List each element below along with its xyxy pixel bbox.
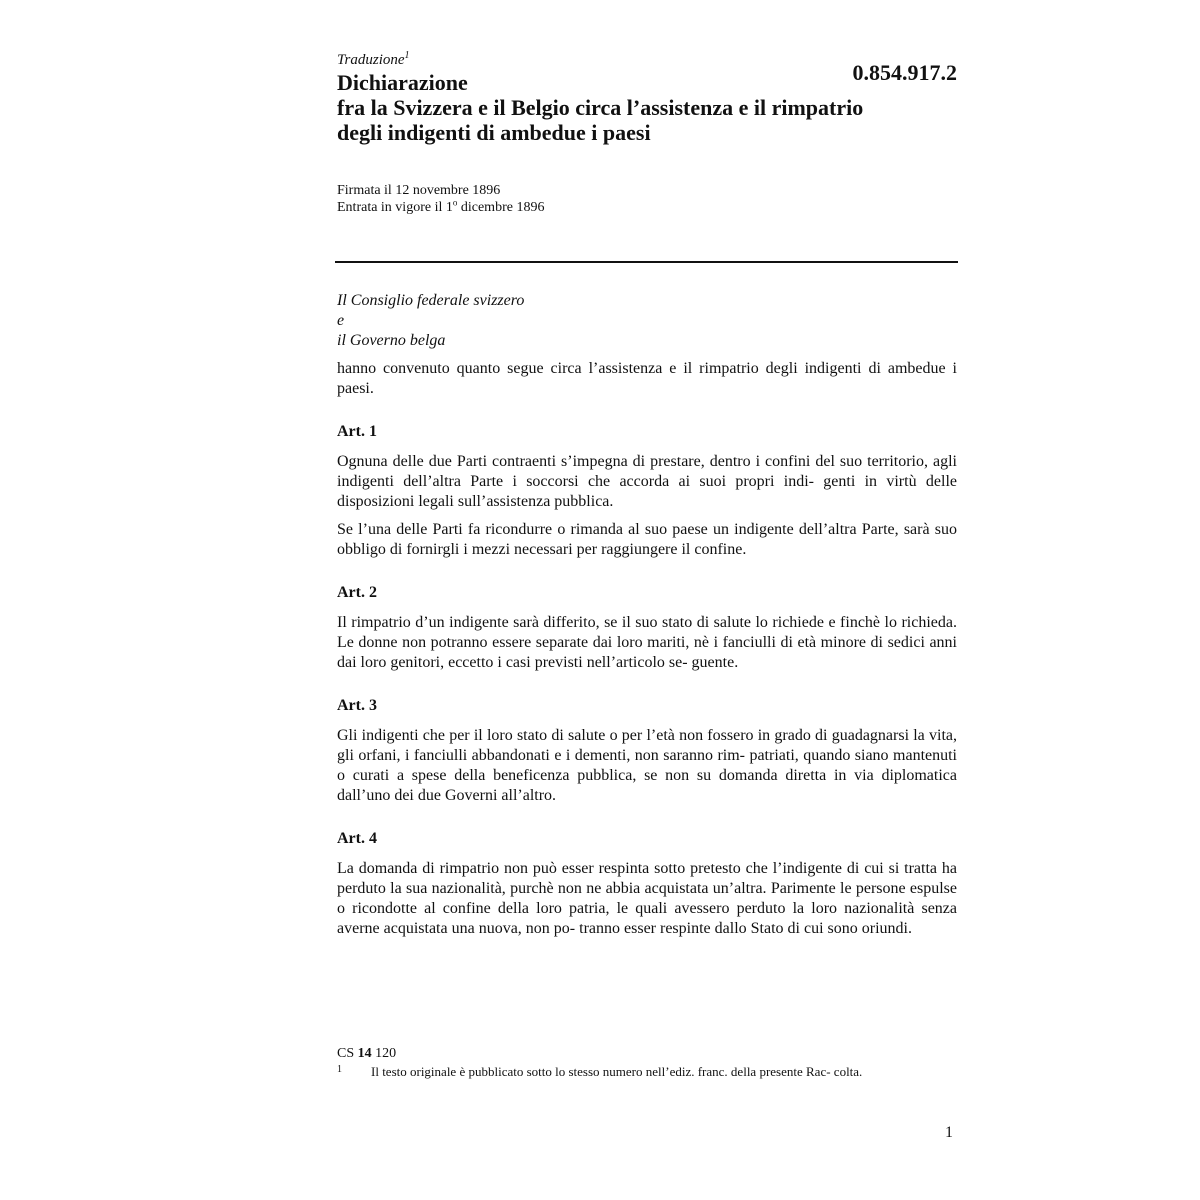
translation-label: Traduzione$^1$ bbox=[337, 50, 410, 68]
footnote-mark: 1 bbox=[337, 1064, 342, 1075]
in-force-date: Entrata in vigore il 1$^o$ dicembre 1896 bbox=[337, 197, 545, 215]
document-subtitle-line-1: fra la Svizzera e il Belgio circa l’assistenza e il rimpatrio bbox=[337, 95, 864, 120]
preamble-text: hanno convenuto quanto segue circa l’assistenza e il rimpatrio degli indigenti di ambedue i paesi. bbox=[337, 360, 957, 397]
preamble-parties bbox=[337, 291, 957, 351]
header-divider bbox=[335, 261, 958, 263]
signed-date: Firmata il 12 novembre 1896 bbox=[337, 183, 501, 198]
footnote-ref[interactable]: 1 bbox=[404, 50, 410, 61]
article-heading-2: Art. 2 bbox=[337, 584, 377, 601]
document-footer bbox=[337, 1045, 957, 1079]
document-header bbox=[337, 50, 957, 145]
document-page bbox=[337, 0, 957, 1200]
preamble-party-1: Il Consiglio federale svizzero bbox=[337, 292, 525, 309]
article-3-paragraph-1: Gli indigenti che per il loro stato di salute o per l’età non fossero in grado di guadagnarsi la vita, gli orfani, i fanciulli abbandonati e i dementi, non saranno rim- patriati, quando siano mantenuti o curati a spese della beneficenza pubblica, se non su domanda diretta in via diplomatica dall’uno dei due Governi all’altro. bbox=[337, 727, 957, 804]
article-heading-4: Art. 4 bbox=[337, 830, 377, 847]
sr-number: 0.854.917.2 bbox=[852, 60, 957, 85]
footnote bbox=[337, 1064, 957, 1079]
cs-reference: CS 14 120 bbox=[337, 1046, 397, 1061]
document-dates bbox=[337, 182, 544, 216]
document-body bbox=[337, 291, 957, 939]
article-1-paragraph-1: Ognuna delle due Parti contraenti s’impegna di prestare, dentro i confini del suo territorio, agli indigenti dell’altra Parte i soccorsi che accorda ai suoi propri indi- genti in virtù delle disposizioni legali sull’assistenza pubblica. bbox=[337, 453, 957, 510]
document-title: Dichiarazione bbox=[337, 70, 468, 95]
article-heading-3: Art. 3 bbox=[337, 697, 377, 714]
article-1-paragraph-2: Se l’una delle Parti fa ricondurre o rimanda al suo paese un indigente dell’altra Parte, sarà suo obbligo di fornirgli i mezzi necessari per raggiungere il confine. bbox=[337, 521, 957, 558]
article-2-paragraph-1: Il rimpatrio d’un indigente sarà differito, se il suo stato di salute lo richiede e finchè lo richieda. Le donne non potranno essere separate dai loro mariti, nè i fanciulli di età minore di sedici anni dai loro genitori, eccetto i casi previsti nell’articolo se- guente. bbox=[337, 614, 957, 671]
footnote-text: Il testo originale è pubblicato sotto lo stesso numero nell’ediz. franc. della presente Rac- colta. bbox=[371, 1064, 863, 1079]
preamble-party-2: il Governo belga bbox=[337, 332, 446, 349]
document-subtitle-line-2: degli indigenti di ambedue i paesi bbox=[337, 120, 651, 145]
preamble-conjunction: e bbox=[337, 312, 345, 329]
article-heading-1: Art. 1 bbox=[337, 423, 377, 440]
article-4-paragraph-1: La domanda di rimpatrio non può esser respinta sotto pretesto che l’indigente di cui si tratta ha perduto la sua nazionalità, purchè non ne abbia acquistata un’altra. Parimente le persone espulse o ricondotte al confine della loro patria, le quali avessero perduto la loro nazionalità senza averne acquistata una nuova, non po- tranno esser respinte dallo Stato di cui sono oriundi. bbox=[337, 860, 957, 937]
page-number: 1 bbox=[945, 1124, 953, 1141]
